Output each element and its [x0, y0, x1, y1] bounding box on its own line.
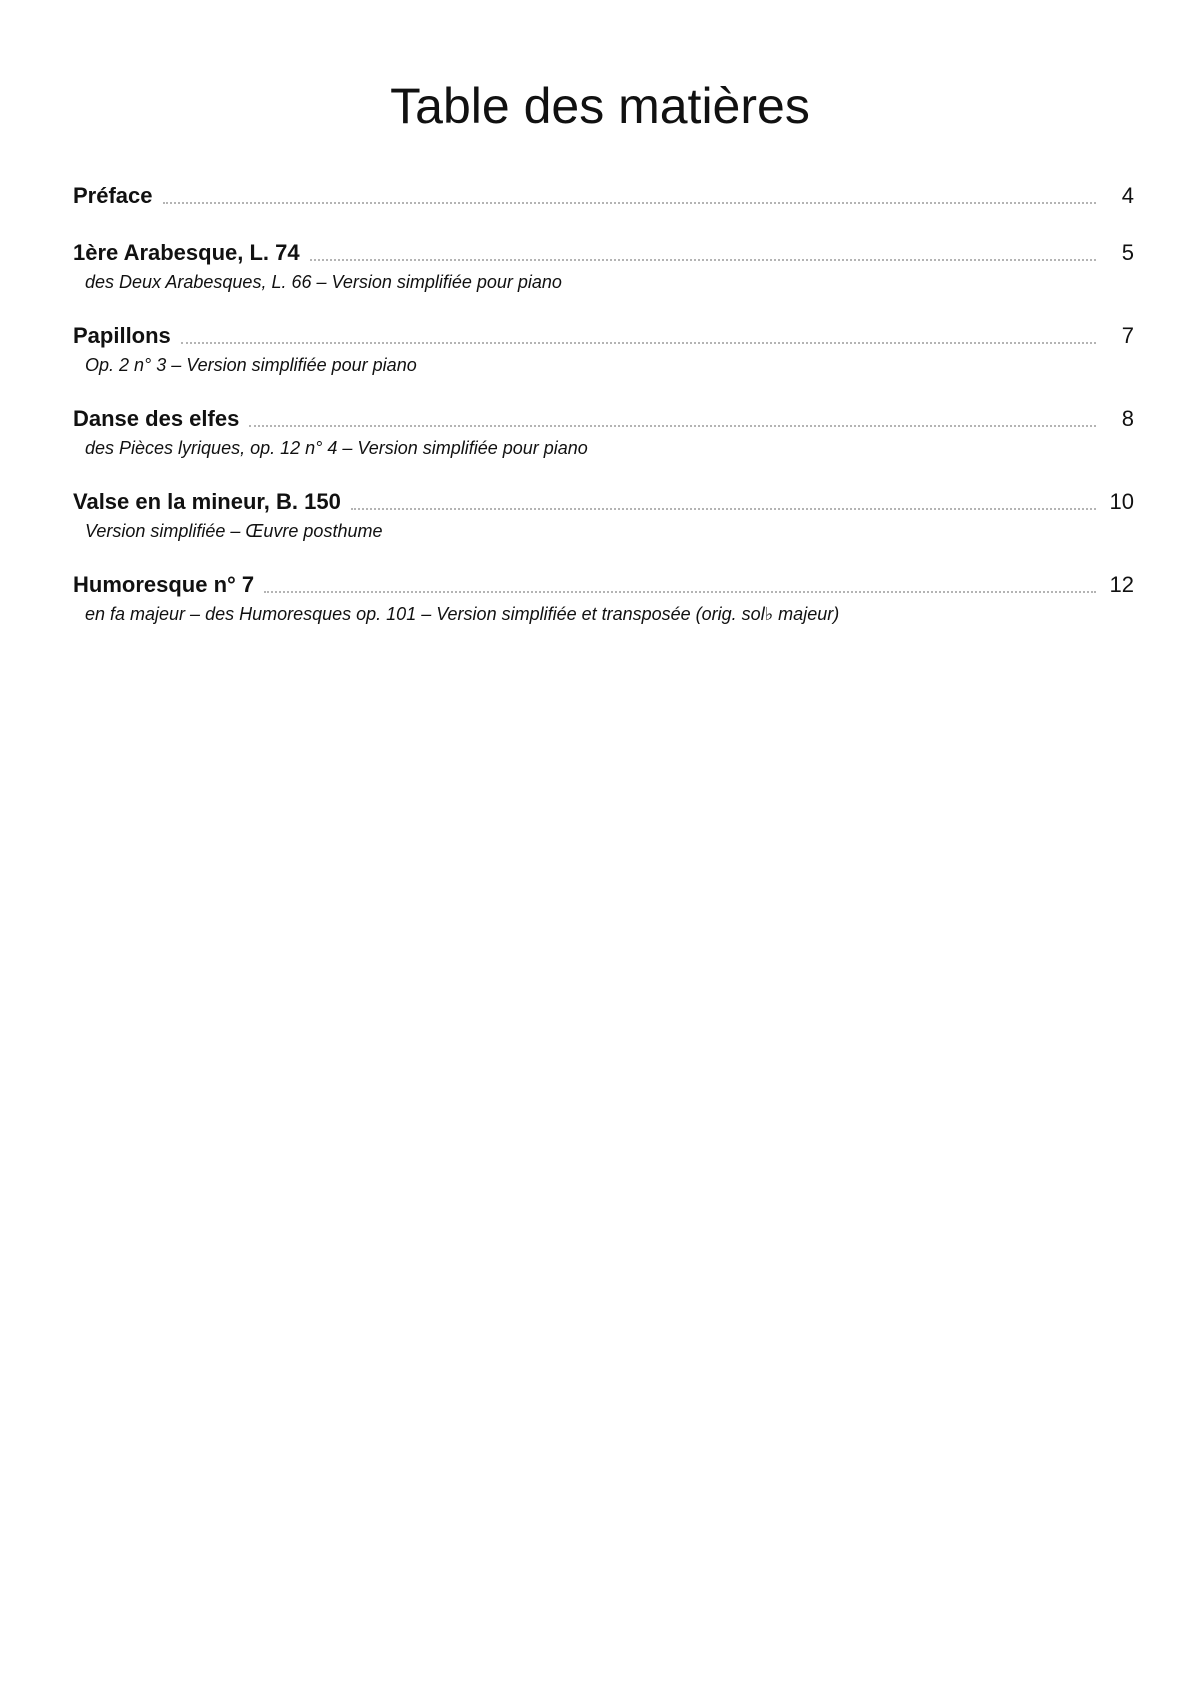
toc-page-number: 8: [1121, 406, 1134, 431]
toc-entry-title: Papillons: [73, 323, 171, 348]
toc-entry-papillons[interactable]: [73, 320, 1134, 378]
dot-leader: [264, 591, 1096, 593]
toc-entry-line: [73, 180, 1134, 212]
toc-entry-title: Danse des elfes: [73, 406, 240, 431]
toc-entry-title: Humoresque n° 7: [73, 572, 255, 597]
toc-entry-danse-des-elfes[interactable]: [73, 403, 1134, 461]
toc-entry-humoresque[interactable]: [73, 569, 1134, 627]
toc-entry-subtitle: des Pièces lyriques, op. 12 n° 4 – Version simplifiée pour piano: [85, 438, 588, 458]
toc-entry-title: Préface: [73, 183, 153, 208]
dot-leader: [181, 342, 1096, 344]
toc-page-number: 12: [1109, 572, 1134, 597]
toc-entry-line: [73, 569, 1134, 601]
table-of-contents: [73, 180, 1134, 627]
dot-leader: [351, 508, 1096, 510]
toc-entry-line: [73, 403, 1134, 435]
toc-entry-title: 1ère Arabesque, L. 74: [73, 240, 300, 265]
toc-entry-line: [73, 486, 1134, 518]
dot-leader: [249, 425, 1096, 427]
toc-entry-subtitle: en fa majeur – des Humoresques op. 101 – Version simplifiée et transposée (orig. sol♭ majeur): [85, 604, 840, 624]
dot-leader: [310, 259, 1096, 261]
toc-entry-line: [73, 320, 1134, 352]
toc-entry-subtitle: des Deux Arabesques, L. 66 – Version simplifiée pour piano: [85, 272, 562, 292]
toc-page-number: 4: [1121, 183, 1134, 208]
toc-entry-subtitle: Version simplifiée – Œuvre posthume: [85, 521, 383, 541]
toc-page-number: 10: [1109, 489, 1134, 514]
toc-entry-line: [73, 237, 1134, 269]
toc-entry-valse[interactable]: [73, 486, 1134, 544]
toc-entry-subtitle: Op. 2 n° 3 – Version simplifiée pour piano: [85, 355, 417, 375]
page-title: Table des matières: [390, 78, 810, 134]
toc-entry-preface[interactable]: [73, 180, 1134, 212]
dot-leader: [163, 202, 1096, 204]
toc-page-number: 5: [1121, 240, 1134, 265]
toc-entry-arabesque[interactable]: [73, 237, 1134, 295]
toc-page-number: 7: [1121, 323, 1134, 348]
toc-entry-title: Valse en la mineur, B. 150: [73, 489, 341, 514]
